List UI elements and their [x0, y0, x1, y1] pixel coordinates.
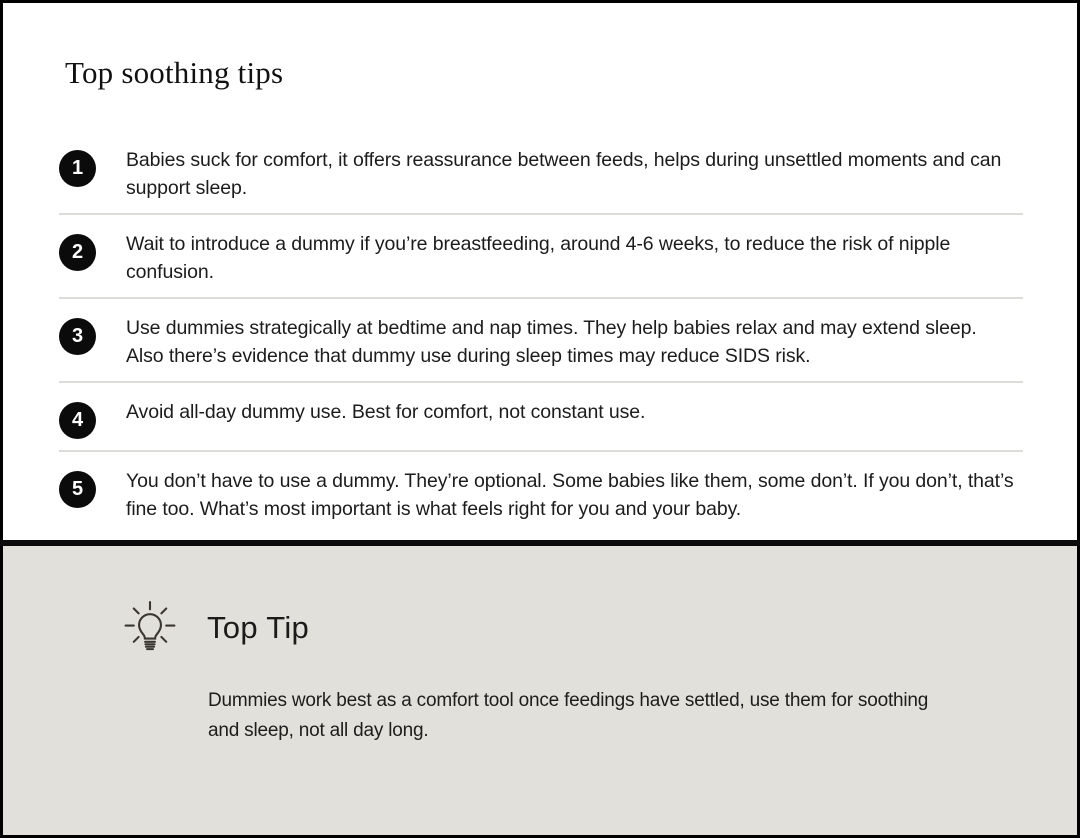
tip-text: Wait to introduce a dummy if you’re breastfeeding, around 4-6 weeks, to reduce the risk of nipple confusion.	[126, 233, 951, 283]
tip-number-badge: 1	[59, 150, 96, 187]
tip-text: Avoid all-day dummy use. Best for comfort, not constant use.	[126, 401, 646, 423]
top-tip-heading: Top Tip	[207, 610, 310, 645]
tip-text: Use dummies strategically at bedtime and nap times. They help babies relax and may extend sleep. Also there’s evidence that dummy use during sleep times may reduce SIDS risk.	[126, 317, 977, 367]
tips-section	[3, 3, 1077, 540]
tip-number-badge: 4	[59, 402, 96, 439]
tip-number-badge: 2	[59, 234, 96, 271]
tip-row	[59, 146, 1023, 215]
top-tip-section	[3, 546, 1077, 835]
tip-row	[59, 215, 1023, 299]
tip-text: You don’t have to use a dummy. They’re optional. Some babies like them, some don’t. If you don’t, that’s fine too. What’s most important is what feels right for you and your baby.	[126, 470, 1014, 520]
tip-text: Babies suck for comfort, it offers reassurance between feeds, helps during unsettled moments and can support sleep.	[126, 149, 1002, 199]
top-tip-body: Dummies work best as a comfort tool once feedings have settled, use them for soothing and sleep, not all day long.	[208, 690, 929, 741]
page-title: Top soothing tips	[65, 55, 284, 90]
lightbulb-icon	[124, 598, 176, 658]
tip-number-badge: 3	[59, 318, 96, 355]
tip-number-badge: 5	[59, 471, 96, 508]
tip-row	[59, 299, 1023, 383]
tip-row	[59, 383, 1023, 452]
tips-list	[59, 146, 1023, 534]
tip-row	[59, 452, 1023, 534]
top-tip-header	[124, 598, 1017, 658]
